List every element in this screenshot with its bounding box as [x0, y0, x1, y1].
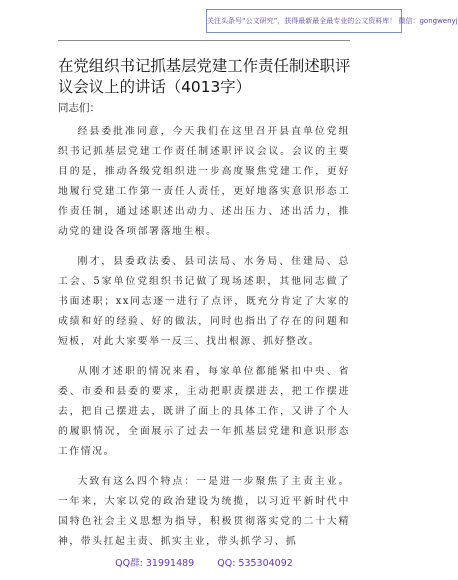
- paragraph: 经县委批准同意，今天我们在这里召开县直单位党组织书记抓基层党建工作责任制述职评议会议。会议的主要目的是，推动各级党组织进一步高度聚焦党建工作，更好地履行党建工作第一责任人责任，更好地落实意识形态工作责任制，通过述职述出动力、述出压力、述出活力，推动党的建设各项部署落地生根。: [58, 126, 350, 237]
- document-title: 在党组织书记抓基层党建工作责任制述职评议会议上的讲话（4013字）: [58, 57, 351, 96]
- page-footer: [0, 555, 408, 569]
- promo-banner-text: 关注头条号“公文研究”，获得最新最全最专业的公文资料库！ 微信：gongwenyj: [207, 17, 458, 25]
- document-body: [58, 122, 350, 562]
- footer-qq: QQ: 535304092: [217, 558, 293, 569]
- salutation: 同志们：: [58, 102, 100, 114]
- paragraph: 从刚才述职的情况来看，每家单位都能紧扣中央、省委、市委和县委的要求，主动把职责摆进去，把工作摆进去，把自己摆进去，既讲了面上的具体工作，又讲了个人的履职情况，全面展示了过去一年抓基层党建和意识形态工作情况。: [58, 366, 350, 457]
- paragraph: 大致有这么四个特点：一是进一步聚焦了主责主业。一年来，大家以党的政治建设为统揽，以习近平新时代中国特色社会主义思想为指导，积极贯彻落实党的二十大精神，带头扛起主责、抓实主业，带头抓学习、抓: [58, 476, 350, 547]
- promo-banner: [206, 9, 458, 33]
- footer-qq-group: QQ群: 31991489: [115, 558, 195, 569]
- header-divider: [58, 40, 350, 41]
- paragraph: 刚才，县委政法委、县司法局、水务局、住建局、总工会、5家单位党组织书记做了现场述职，其他同志做了书面述职；xx同志逐一进行了点评，既充分肯定了大家的成绩和好的经验、好的做法，同时也指出了存在的问题和短板，对此大家要举一反三、找出根源、抓好整改。: [58, 256, 350, 347]
